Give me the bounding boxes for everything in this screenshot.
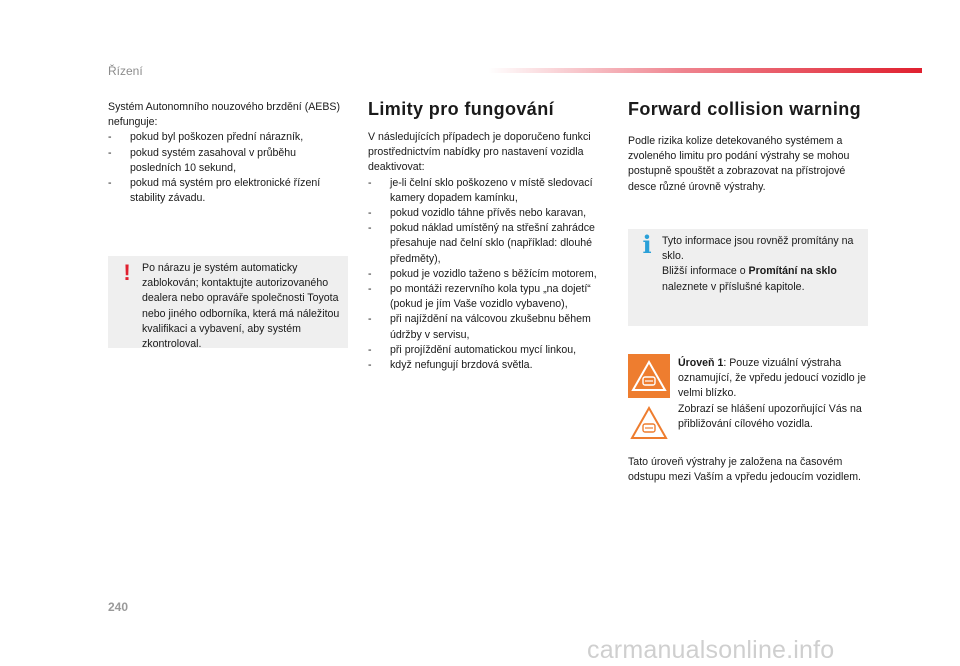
list-item: - pokud systém zasahoval v průběhu posledních 10 sekund, (108, 146, 342, 176)
column-left (108, 100, 342, 206)
limits-title: Limity pro fungování (368, 99, 554, 119)
info-icon: i (642, 230, 652, 259)
column-middle (368, 98, 610, 373)
info-text (662, 234, 862, 295)
warning-text: Po nárazu je systém automaticky zablokován; kontaktujte autorizovaného dealera nebo opraváře společnosti Toyota nebo jiného odborníka, která má náležitou kvalifikaci a vybavení, aby systém zkontroloval. (142, 262, 340, 351)
list-item: - pokud má systém pro elektronické řízení stability závadu. (108, 176, 342, 206)
limits-list (368, 176, 610, 374)
info-line-2-bold: Promítání na sklo (748, 265, 837, 278)
info-line-2-pre: Bližší informace o (662, 265, 749, 278)
column-right (628, 98, 872, 195)
warning-box (108, 256, 348, 351)
collision-warning-level1-icon (628, 354, 670, 398)
level-timing-note: Tato úroveň výstrahy je založena na časovém odstupu mezi Vaším a vpředu jedoucím vozidlem. (628, 456, 861, 484)
collision-warning-alert-icon (628, 404, 670, 444)
watermark: carmanualsonline.info (587, 636, 835, 664)
list-item: - je-li čelní sklo poškozeno v místě sledovací kamery dopadem kamínku, (368, 176, 610, 206)
info-box (628, 229, 868, 326)
list-item: - když nefungují brzdová světla. (368, 358, 610, 373)
level1-desc-2: Zobrazí se hlášení upozorňující Vás na přibližování cílového vozidla. (678, 402, 862, 430)
aebs-conditions-list (108, 130, 342, 206)
level1-line (678, 356, 870, 402)
page-number: 240 (108, 600, 129, 614)
list-item: - pokud náklad umístěný na střešní zahrádce přesahuje nad čelní sklo (například: dlouhé předměty), (368, 221, 610, 267)
level1-label: Úroveň 1 (678, 357, 724, 369)
info-line-2-post: naleznete v příslušné kapitole. (662, 280, 805, 293)
warning-icon: ! (123, 260, 131, 285)
list-item: - po montáži rezervního kola typu „na dojetí“ (pokud je jím Vaše vozidlo vybaveno), (368, 282, 610, 312)
aebs-intro: Systém Autonomního nouzového brzdění (AEBS) nefunguje: (108, 101, 341, 129)
fcw-intro: Podle rizika kolize detekovaného systémem a zvoleného limitu pro podání výstrahy se mohou postupně spouštět a zobrazovat na přístrojové desce různé úrovně výstrahy. (628, 135, 850, 193)
list-item: - při projíždění automatickou mycí linkou, (368, 343, 610, 358)
fcw-title: Forward collision warning (628, 99, 862, 119)
list-item: - pokud byl poškozen přední nárazník, (108, 130, 342, 145)
header-accent-bar (488, 68, 922, 73)
list-item: - při najíždění na válcovou zkušebnu během údržby v servisu, (368, 312, 610, 342)
level1-description (678, 356, 870, 432)
list-item: - pokud je vozidlo taženo s běžícím motorem, (368, 267, 610, 282)
level1-desc: : Pouze vizuální výstraha oznamující, že vpředu jedoucí vozidlo je velmi blízko. (678, 357, 866, 400)
info-line-1: Tyto informace jsou rovněž promítány na sklo. (662, 235, 854, 263)
info-line-2 (662, 264, 862, 294)
limits-intro: V následujících případech je doporučeno funkci prostřednictvím nabídky pro nastavení vozidla deaktivovat: (368, 131, 591, 174)
list-item: - pokud vozidlo táhne přívěs nebo karavan, (368, 206, 610, 221)
section-title: Řízení (108, 64, 143, 78)
